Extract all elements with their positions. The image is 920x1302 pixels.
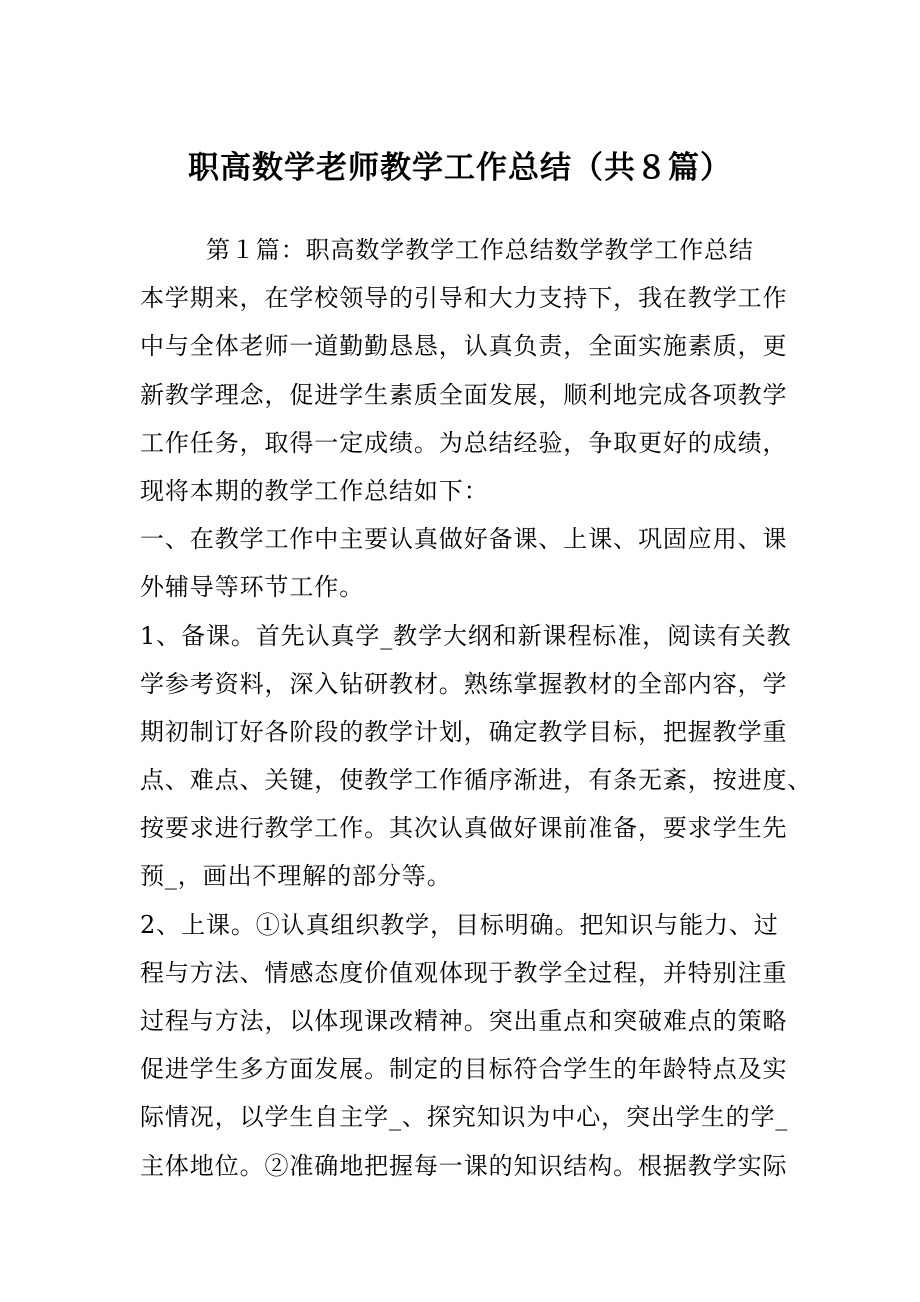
body-line: 按要求进行教学工作。其次认真做好课前准备，要求学生先	[140, 814, 788, 843]
section-heading: 第１篇：职高数学教学工作总结数学教学工作总结	[206, 236, 754, 264]
body-line: 过程与方法，以体现课改精神。突出重点和突破难点的策略	[140, 1007, 788, 1035]
body-line: 中与全体老师一道勤勤恳恳，认真负责，全面实施素质，更	[140, 332, 788, 361]
document-body	[140, 226, 813, 1190]
body-line: 一、在教学工作中主要认真做好备课、上课、巩固应用、课	[140, 525, 788, 554]
body-line: 点、难点、关键，使教学工作循序渐进，有条无紊，按进度、	[140, 766, 813, 795]
body-line: 程与方法、情感态度价值观体现于教学全过程，并特别注重	[140, 958, 788, 987]
body-line: 1、备课。首先认真学_教学大纲和新课程标准，阅读有关教	[140, 621, 792, 650]
body-line: 学参考资料，深入钻研教材。熟练掌握教材的全部内容，学	[140, 669, 788, 698]
body-line: 主体地位。②准确地把握每一课的知识结构。根据教学实际	[140, 1151, 788, 1180]
body-line: 本学期来，在学校领导的引导和大力支持下，我在教学工作	[140, 284, 788, 313]
body-line: 促进学生多方面发展。制定的目标符合学生的年龄特点及实	[140, 1055, 788, 1084]
document-title: 职高数学老师教学工作总结（共８篇）	[188, 150, 732, 186]
body-line: 新教学理念，促进学生素质全面发展，顺利地完成各项教学	[140, 380, 788, 409]
body-line: 期初制订好各阶段的教学计划，确定教学目标，把握教学重	[140, 717, 788, 746]
body-line: 际情况，以学生自主学_、探究知识为中心，突出学生的学_	[140, 1103, 789, 1132]
body-line: 预_，画出不理解的部分等。	[140, 862, 452, 891]
body-line: 工作任务，取得一定成绩。为总结经验，争取更好的成绩，	[140, 428, 788, 457]
body-line: 2、上课。①认真组织教学，目标明确。把知识与能力、过	[140, 910, 779, 939]
body-line: 外辅导等环节工作。	[140, 573, 365, 602]
body-line: 现将本期的教学工作总结如下：	[140, 476, 489, 505]
